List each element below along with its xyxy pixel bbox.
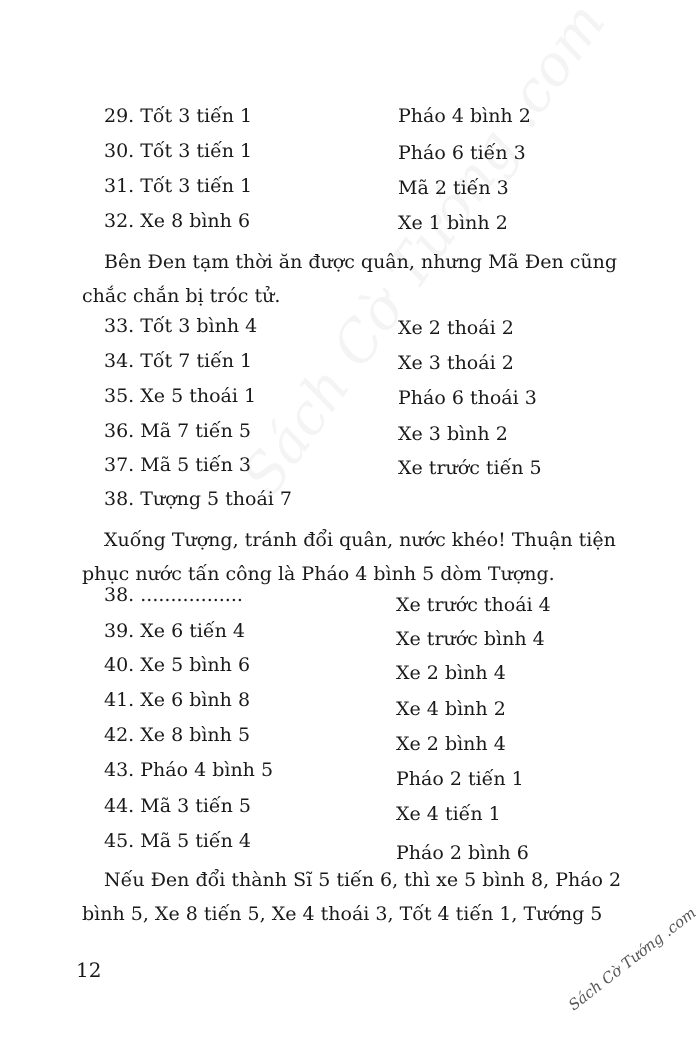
commentary-3-line-2: bình 5, Xe 8 tiến 5, Xe 4 thoái 3, Tốt 4 tiến 1, Tướng 5 xyxy=(82,903,603,925)
move-black-44: Xe 4 tiến 1 xyxy=(396,803,501,825)
move-black-39: Xe trước bình 4 xyxy=(396,628,545,650)
commentary-2-line-1: Xuống Tượng, tránh đổi quân, nước khéo! Thuận tiện xyxy=(104,529,616,551)
move-black-35: Pháo 6 thoái 3 xyxy=(398,387,537,409)
move-black-42: Xe 2 bình 4 xyxy=(396,733,506,755)
move-red-37: 37. Mã 5 tiến 3 xyxy=(104,454,251,476)
move-red-42: 42. Xe 8 bình 5 xyxy=(104,724,251,746)
commentary-2-line-2: phục nước tấn công là Pháo 4 bình 5 dòm Tượng. xyxy=(82,563,555,585)
commentary-1-line-2: chắc chắn bị tróc tử. xyxy=(82,285,281,307)
page-number: 12 xyxy=(76,958,102,982)
move-red-38-continued: 38. ................. xyxy=(104,584,243,606)
move-red-39: 39. Xe 6 tiến 4 xyxy=(104,620,245,642)
move-red-40: 40. Xe 5 bình 6 xyxy=(104,654,251,676)
move-red-34: 34. Tốt 7 tiến 1 xyxy=(104,350,253,372)
move-black-34: Xe 3 thoái 2 xyxy=(398,352,514,374)
move-red-29: 29. Tốt 3 tiến 1 xyxy=(104,105,253,127)
move-red-44: 44. Mã 3 tiến 5 xyxy=(104,795,251,817)
move-black-31: Mã 2 tiến 3 xyxy=(398,177,509,199)
move-black-41: Xe 4 bình 2 xyxy=(396,698,506,720)
watermark-corner: Sách Cờ Tướng .com xyxy=(565,903,700,1015)
move-black-45: Pháo 2 bình 6 xyxy=(396,842,529,864)
move-black-36: Xe 3 bình 2 xyxy=(398,423,508,445)
move-black-33: Xe 2 thoái 2 xyxy=(398,317,514,339)
move-red-41: 41. Xe 6 bình 8 xyxy=(104,689,251,711)
commentary-paragraph-1 xyxy=(82,245,642,313)
move-red-32: 32. Xe 8 bình 6 xyxy=(104,210,251,232)
commentary-paragraph-3 xyxy=(82,863,652,931)
move-red-30: 30. Tốt 3 tiến 1 xyxy=(104,140,253,162)
move-black-43: Pháo 2 tiến 1 xyxy=(396,768,524,790)
move-black-37: Xe trước tiến 5 xyxy=(398,457,542,479)
move-red-33: 33. Tốt 3 bình 4 xyxy=(104,315,258,337)
move-red-43: 43. Pháo 4 bình 5 xyxy=(104,759,274,781)
move-red-36: 36. Mã 7 tiến 5 xyxy=(104,420,251,442)
commentary-paragraph-2 xyxy=(82,523,642,591)
move-black-38: Xe trước thoái 4 xyxy=(396,594,551,616)
move-red-45: 45. Mã 5 tiến 4 xyxy=(104,830,251,852)
commentary-1-line-1: Bên Đen tạm thời ăn được quân, nhưng Mã Đen cũng xyxy=(104,251,618,273)
move-black-30: Pháo 6 tiến 3 xyxy=(398,142,526,164)
move-black-40: Xe 2 bình 4 xyxy=(396,662,506,684)
move-black-29: Pháo 4 bình 2 xyxy=(398,105,531,127)
commentary-3-line-1: Nếu Đen đổi thành Sĩ 5 tiến 6, thì xe 5 bình 8, Pháo 2 xyxy=(104,869,622,891)
move-red-38: 38. Tượng 5 thoái 7 xyxy=(104,488,293,510)
move-red-35: 35. Xe 5 thoái 1 xyxy=(104,385,257,407)
move-black-32: Xe 1 bình 2 xyxy=(398,212,508,234)
move-red-31: 31. Tốt 3 tiến 1 xyxy=(104,175,253,197)
